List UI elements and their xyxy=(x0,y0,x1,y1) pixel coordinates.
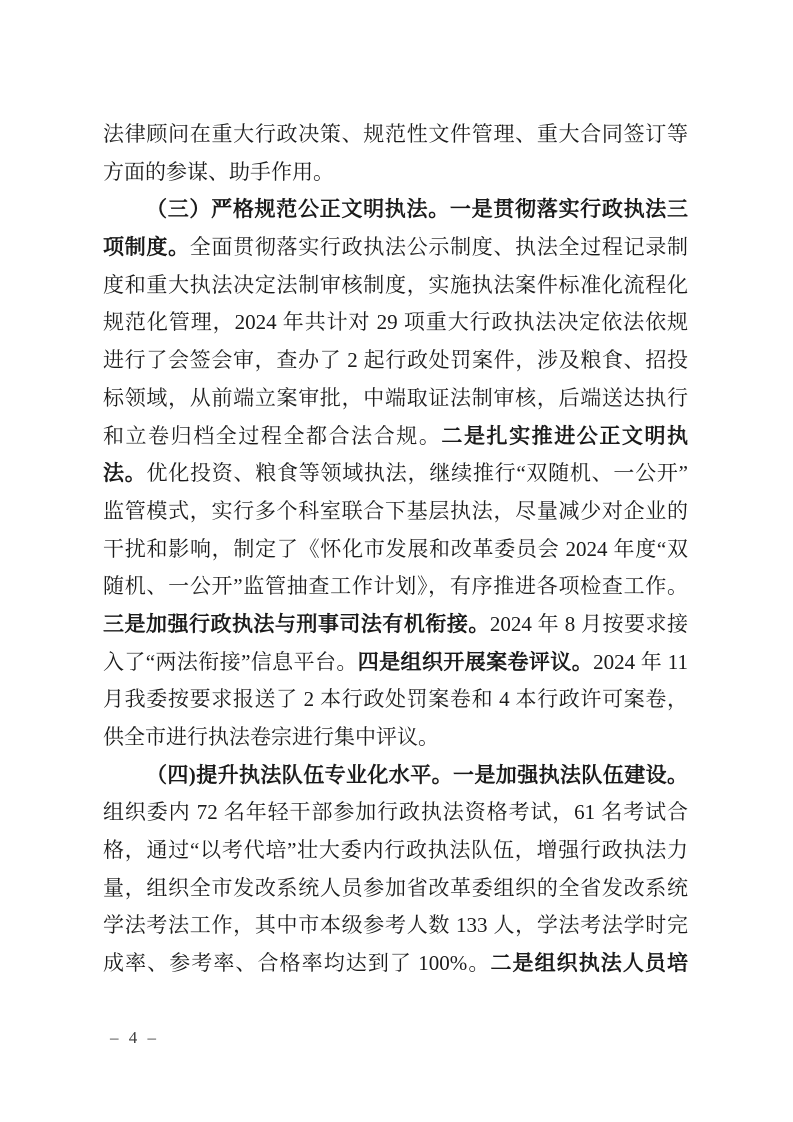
text-line xyxy=(103,945,688,983)
text-segment: 随机、一公开”监管抽查工作计划》，有序推进各项检查工作。 xyxy=(103,574,688,599)
text-segment: 学法考法工作，其中市本级参考人数 133 人，学法考法学时完 xyxy=(103,913,688,938)
text-segment: 监管模式，实行多个科室联合下基层执法，尽量减少对企业的 xyxy=(103,498,688,523)
text-segment: 入了“两法衔接”信息平台。 xyxy=(103,649,358,674)
text-segment: 量，组织全市发改系统人员参加省改革委组织的全省发改系统 xyxy=(103,875,688,900)
emphasis-text-segment: （四)提升执法队伍专业化水平。一是加强执法队伍建设。 xyxy=(146,762,688,787)
text-line xyxy=(103,304,688,342)
emphasis-text-segment: 四是组织开展案卷评议。 xyxy=(357,649,594,674)
text-line xyxy=(103,907,688,945)
text-line xyxy=(103,794,688,832)
page-number-label: – 4 – xyxy=(110,1028,159,1047)
text-line xyxy=(103,681,688,719)
emphasis-text-segment: 三是加强行政执法与刑事司法有机衔接。 xyxy=(103,611,490,636)
text-line xyxy=(103,568,688,606)
text-line xyxy=(103,757,688,795)
text-segment: 成率、参考率、合格率均达到了 100%。 xyxy=(103,951,491,976)
page-footer xyxy=(110,1028,159,1048)
text-line xyxy=(103,644,688,682)
text-segment: 干扰和影响，制定了《怀化市发展和改革委员会 2024 年度“双 xyxy=(103,536,688,561)
text-line xyxy=(103,380,688,418)
text-line xyxy=(103,832,688,870)
emphasis-text-segment: 二是扎实推进公正文明执 xyxy=(441,423,688,448)
text-segment: 度和重大执法决定法制审核制度，实施执法案件标准化流程化 xyxy=(103,272,688,297)
text-segment: 优化投资、粮食等领域执法，继续推行“双随机、一公开” xyxy=(146,461,688,486)
text-line xyxy=(103,870,688,908)
text-segment: 月我委按要求报送了 2 本行政处罚案卷和 4 本行政许可案卷， xyxy=(103,687,688,712)
text-line xyxy=(103,191,688,229)
text-segment: 标领域，从前端立案审批，中端取证法制审核，后端送达执行 xyxy=(103,385,688,410)
text-segment: 组织委内 72 名年轻干部参加行政执法资格考试，61 名考试合 xyxy=(103,800,688,825)
text-line xyxy=(103,455,688,493)
text-segment: 格，通过“以考代培”壮大委内行政执法队伍，增强行政执法力 xyxy=(103,838,688,863)
text-segment: 2024 年 11 xyxy=(593,649,688,674)
text-line xyxy=(103,531,688,569)
text-line xyxy=(103,342,688,380)
emphasis-text-segment: 二是组织执法人员培 xyxy=(490,951,688,976)
text-segment: 方面的参谋、助手作用。 xyxy=(103,159,334,184)
text-line xyxy=(103,267,688,305)
text-line xyxy=(103,116,688,154)
document-body xyxy=(103,116,688,983)
text-line xyxy=(103,229,688,267)
text-segment: 和立卷归档全过程全都合法合规。 xyxy=(103,423,442,448)
text-line xyxy=(103,154,688,192)
text-line xyxy=(103,719,688,757)
text-segment: 供全市进行执法卷宗进行集中评议。 xyxy=(103,725,439,749)
text-segment: 规范化管理，2024 年共计对 29 项重大行政执法决定依法依规 xyxy=(103,310,688,335)
text-segment: 2024 年 8 月按要求接 xyxy=(489,611,688,636)
text-line xyxy=(103,493,688,531)
emphasis-text-segment: 法。 xyxy=(103,461,147,486)
emphasis-text-segment: （三）严格规范公正文明执法。一是贯彻落实行政执法三 xyxy=(146,197,688,222)
text-line xyxy=(103,418,688,456)
text-segment: 法律顾问在重大行政决策、规范性文件管理、重大合同签订等 xyxy=(103,122,688,146)
text-segment: 全面贯彻落实行政执法公示制度、执法全过程记录制 xyxy=(189,235,688,260)
text-line xyxy=(103,606,688,644)
emphasis-text-segment: 项制度。 xyxy=(103,235,190,260)
text-segment: 进行了会签会审，查办了 2 起行政处罚案件，涉及粮食、招投 xyxy=(103,348,688,373)
